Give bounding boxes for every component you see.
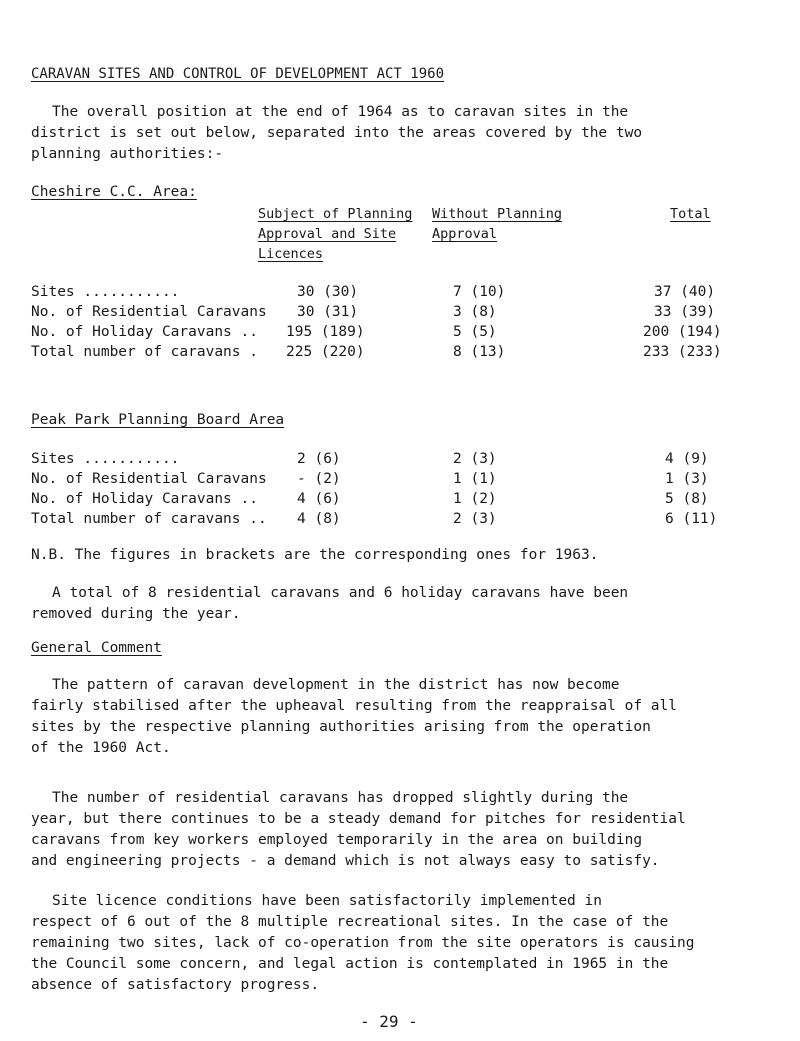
cell-with-approval: 2 (6) [297, 451, 341, 467]
cell-without-approval: 8 (13) [453, 344, 506, 360]
text-line: of the 1960 Act. [31, 740, 171, 756]
row-label: No. of Holiday Caravans .. [31, 324, 258, 340]
col2-header-line: Approval [432, 226, 498, 242]
cell-total: 6 (11) [665, 511, 718, 527]
text-line: absence of satisfactory progress. [31, 977, 320, 993]
general-comment-heading: General Comment [31, 640, 162, 656]
text-line: A total of 8 residential caravans and 6 holiday caravans have been [52, 585, 629, 601]
cell-without-approval: 1 (2) [453, 491, 497, 507]
text-line: The number of residential caravans has dropped slightly during the [52, 790, 629, 806]
cell-without-approval: 2 (3) [453, 511, 497, 527]
intro-line: The overall position at the end of 1964 as to caravan sites in the [52, 104, 629, 120]
peak-park-heading: Peak Park Planning Board Area [31, 412, 285, 428]
text-line: year, but there continues to be a steady demand for pitches for residential [31, 811, 686, 827]
cell-without-approval: 5 (5) [453, 324, 497, 340]
page-number: - 29 - [360, 1012, 418, 1031]
row-label: No. of Holiday Caravans .. [31, 491, 258, 507]
cell-with-approval: 225 (220) [286, 344, 365, 360]
cell-total: 37 (40) [654, 284, 716, 300]
text-line: and engineering projects - a demand which is not always easy to satisfy. [31, 853, 660, 869]
text-line: sites by the respective planning authorities arising from the operation [31, 719, 651, 735]
cell-without-approval: 3 (8) [453, 304, 497, 320]
page-title: CARAVAN SITES AND CONTROL OF DEVELOPMENT ACT 1960 [31, 66, 445, 82]
col1-header-line: Licences [258, 246, 324, 262]
text-line: removed during the year. [31, 606, 241, 622]
row-label: Total number of caravans . [31, 344, 258, 360]
cell-total: 4 (9) [665, 451, 709, 467]
row-label: No. of Residential Caravans [31, 471, 267, 487]
cell-with-approval: 4 (6) [297, 491, 341, 507]
col3-header-line: Total [670, 206, 711, 222]
cell-total: 33 (39) [654, 304, 716, 320]
cell-with-approval: 4 (8) [297, 511, 341, 527]
cell-total: 5 (8) [665, 491, 709, 507]
cell-with-approval: 30 (31) [297, 304, 359, 320]
row-label: No. of Residential Caravans [31, 304, 267, 320]
cell-total: 233 (233) [643, 344, 722, 360]
text-line: remaining two sites, lack of co-operation from the site operators is causing [31, 935, 695, 951]
cell-without-approval: 7 (10) [453, 284, 506, 300]
cell-with-approval: 30 (30) [297, 284, 359, 300]
nb-note: N.B. The figures in brackets are the corresponding ones for 1963. [31, 547, 599, 563]
cheshire-heading: Cheshire C.C. Area: [31, 184, 197, 200]
cell-total: 1 (3) [665, 471, 709, 487]
intro-line: planning authorities:- [31, 146, 224, 162]
text-line: respect of 6 out of the 8 multiple recreational sites. In the case of the [31, 914, 669, 930]
intro-line: district is set out below, separated into the areas covered by the two [31, 125, 643, 141]
cell-with-approval: - (2) [297, 471, 341, 487]
col1-header-line: Subject of Planning [258, 206, 413, 222]
cell-total: 200 (194) [643, 324, 722, 340]
text-line: The pattern of caravan development in the district has now become [52, 677, 620, 693]
row-label: Sites ........... [31, 451, 180, 467]
cell-without-approval: 2 (3) [453, 451, 497, 467]
cell-without-approval: 1 (1) [453, 471, 497, 487]
text-line: caravans from key workers employed temporarily in the area on building [31, 832, 643, 848]
row-label: Sites ........... [31, 284, 180, 300]
col2-header-line: Without Planning [432, 206, 563, 222]
col1-header-line: Approval and Site [258, 226, 397, 242]
text-line: fairly stabilised after the upheaval resulting from the reappraisal of all [31, 698, 678, 714]
text-line: Site licence conditions have been satisfactorily implemented in [52, 893, 602, 909]
row-label: Total number of caravans .. [31, 511, 267, 527]
text-line: the Council some concern, and legal action is contemplated in 1965 in the [31, 956, 669, 972]
cell-with-approval: 195 (189) [286, 324, 365, 340]
